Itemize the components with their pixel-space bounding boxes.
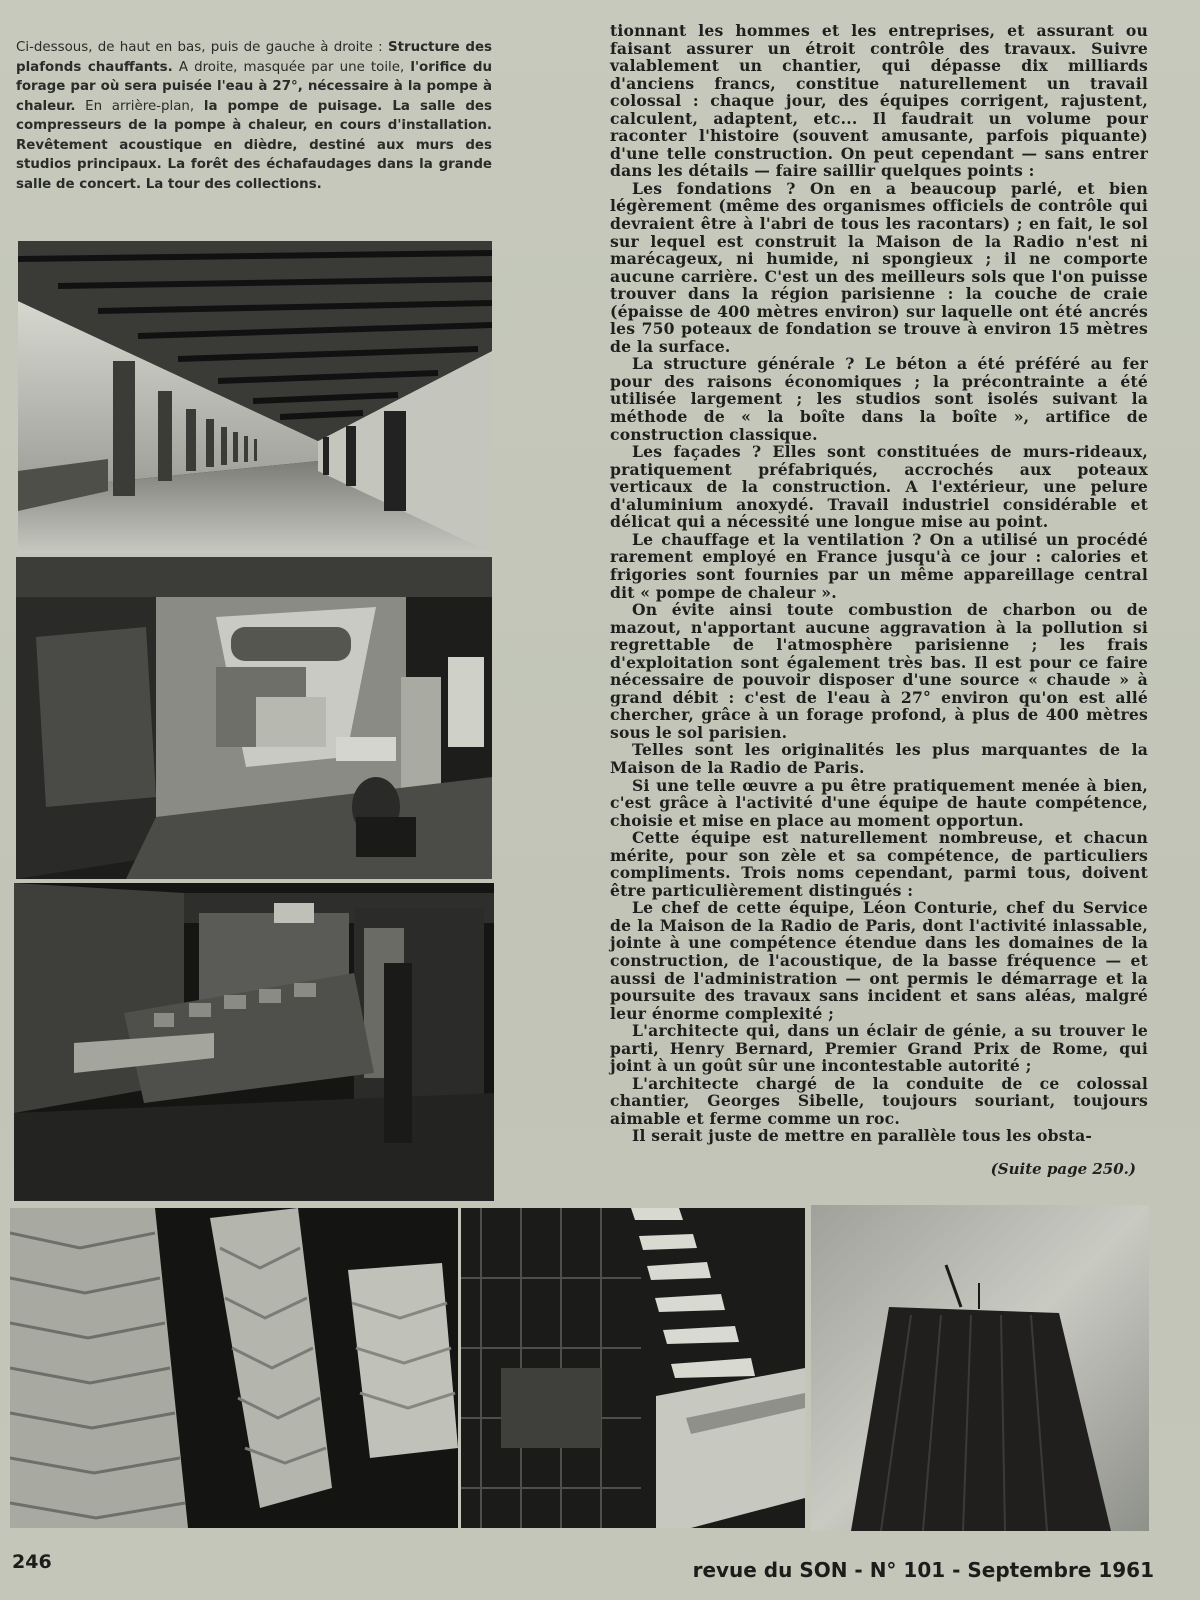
page-number: 246 bbox=[12, 1551, 52, 1573]
article-paragraph: Il serait juste de mettre en parallèle tous les obsta- bbox=[632, 1126, 1093, 1146]
article-paragraph: L'architecte chargé de la conduite de ce colossal chantier, Georges Sibelle, toujours souriant, toujours aimable et ferme comme un roc. bbox=[610, 1073, 1148, 1128]
caption-intro: Ci-dessous, de haut en bas, puis de gauche à droite : bbox=[16, 40, 383, 55]
photo-compressor-room bbox=[14, 883, 494, 1201]
article-body bbox=[610, 22, 1148, 1145]
continued-note: (Suite page 250.) bbox=[990, 1160, 1136, 1178]
caption-prefix-right: A droite, masquée par une toile, bbox=[178, 59, 405, 75]
caption-item-borehole: l'orifice du forage par où sera puisée l'eau à 27°, nécessaire à la pompe à chaleur. bbox=[16, 59, 492, 114]
article-paragraph: Les façades ? Elles sont constituées de murs-rideaux, pratiquement préfabriqués, accrochés aux poteaux verticaux de la construction. A l'extérieur, une pelure d'aluminium anoxydé. Travail industriel considérable et délicat qui a nécessité une longue mise au point. bbox=[610, 442, 1148, 532]
article-paragraph: tionnant les hommes et les entreprises, et assurant ou faisant assurer un étroit contrôle des travaux. Suivre valablement un chantier, qui dépasse dix milliards d'anciens francs, constitue naturellement un travail colossal : chaque jour, des équipes corrigent, rajustent, calculent, adaptent, etc... Il faudrait un volume pour raconter l'histoire (souvent amusante, parfois piquante) d'une telle construction. On peut cependant — sans entrer dans les détails — faire saillir quelques points : bbox=[610, 21, 1148, 181]
photo-caption bbox=[16, 38, 492, 194]
photo-acoustic-panels-image bbox=[10, 1208, 458, 1528]
photo-heated-ceilings-image bbox=[18, 241, 492, 553]
article-paragraph: Le chauffage et la ventilation ? On a utilisé un procédé rarement employé en France jusqu'à ce jour : calories et frigories sont fournies par un même appareillage central dit « pompe de chaleur ». bbox=[610, 529, 1148, 602]
article-paragraph: Le chef de cette équipe, Léon Conturie, chef du Service de la Maison de la Radio de Paris, dont l'activité inlassable, jointe à une compétence étendue dans les domaines de la construction, de l'acoustique, de la basse fréquence — et aussi de l'administration — ont permis le démarrage et la poursuite des travaux sans incident et sans aléas, malgré leur énorme complexité ; bbox=[610, 898, 1148, 1023]
article-paragraph: La structure générale ? Le béton a été préféré au fer pour des raisons économiques ; la précontrainte a été utilisée largement ; les studios sont isolés suivant la méthode de « la boîte dans la boîte », artifice de construction classique. bbox=[610, 354, 1148, 444]
caption-prefix-background: En arrière-plan, bbox=[85, 98, 195, 114]
photo-scaffolding bbox=[461, 1208, 805, 1528]
caption-item-rest: la pompe de puisage. La salle des compresseurs de la pompe à chaleur, en cours d'installation. Revêtement acoustique en dièdre, destiné aux murs des studios principaux. La forêt des échafaudages dans la grande salle de concert. La tour des collections. bbox=[16, 98, 492, 192]
photo-scaffolding-image bbox=[461, 1208, 805, 1528]
photo-borehole-pump bbox=[16, 557, 492, 879]
article-paragraph: On évite ainsi toute combustion de charbon ou de mazout, n'apportant aucune aggravation à la pollution si regrettable de l'atmosphère parisienne ; les frais d'exploitation sont également très bas. Il est pour ce faire nécessaire de pouvoir disposer d'une source « chaude » à grand débit : c'est de l'eau à 27° environ qu'on est allé chercher, grâce à un forage profond, à plus de 400 mètres sous le sol parisien. bbox=[610, 600, 1148, 742]
photo-compressor-room-image bbox=[14, 883, 494, 1201]
photo-heated-ceilings bbox=[18, 241, 492, 553]
journal-issue: revue du SON - N° 101 - Septembre 1961 bbox=[692, 1558, 1154, 1582]
caption-item-ceilings: Structure des plafonds chauffants. bbox=[16, 40, 492, 75]
photo-collections-tower-image bbox=[811, 1205, 1149, 1531]
article-paragraph: Cette équipe est naturellement nombreuse, et chacun mérite, pour son zèle et sa compétence, de particuliers compliments. Trois noms cependant, parmi tous, doivent être particulièrement distingués : bbox=[610, 828, 1148, 900]
photo-collections-tower bbox=[811, 1205, 1149, 1531]
article-paragraph: Les fondations ? On en a beaucoup parlé, et bien légèrement (même des organismes officiels de contrôle qui devraient être à l'abri de tous les racontars) ; en fait, le sol sur lequel est construit la Maison de la Radio n'est ni marécageux, ni humide, ni spongieux ; il ne comporte aucune carrière. C'est un des meilleurs sols que l'on puisse trouver dans la région parisienne : la couche de craie (épaisse de 400 mètres environ) sur laquelle ont été ancrés les 750 poteaux de fondation se trouve à environ 15 mètres de la surface. bbox=[610, 178, 1148, 356]
article-paragraph: Telles sont les originalités les plus marquantes de la Maison de la Radio de Paris. bbox=[610, 740, 1148, 777]
article-paragraph: L'architecte qui, dans un éclair de génie, a su trouver le parti, Henry Bernard, Premier Grand Prix de Rome, qui joint à un goût sûr une incontestable autorité ; bbox=[610, 1021, 1148, 1076]
photo-acoustic-panels bbox=[10, 1208, 458, 1528]
photo-borehole-pump-image bbox=[16, 557, 492, 879]
article-paragraph: Si une telle œuvre a pu être pratiquement menée à bien, c'est grâce à l'activité d'une équipe de haute compétence, choisie et mise en place au moment opportun. bbox=[610, 775, 1148, 830]
